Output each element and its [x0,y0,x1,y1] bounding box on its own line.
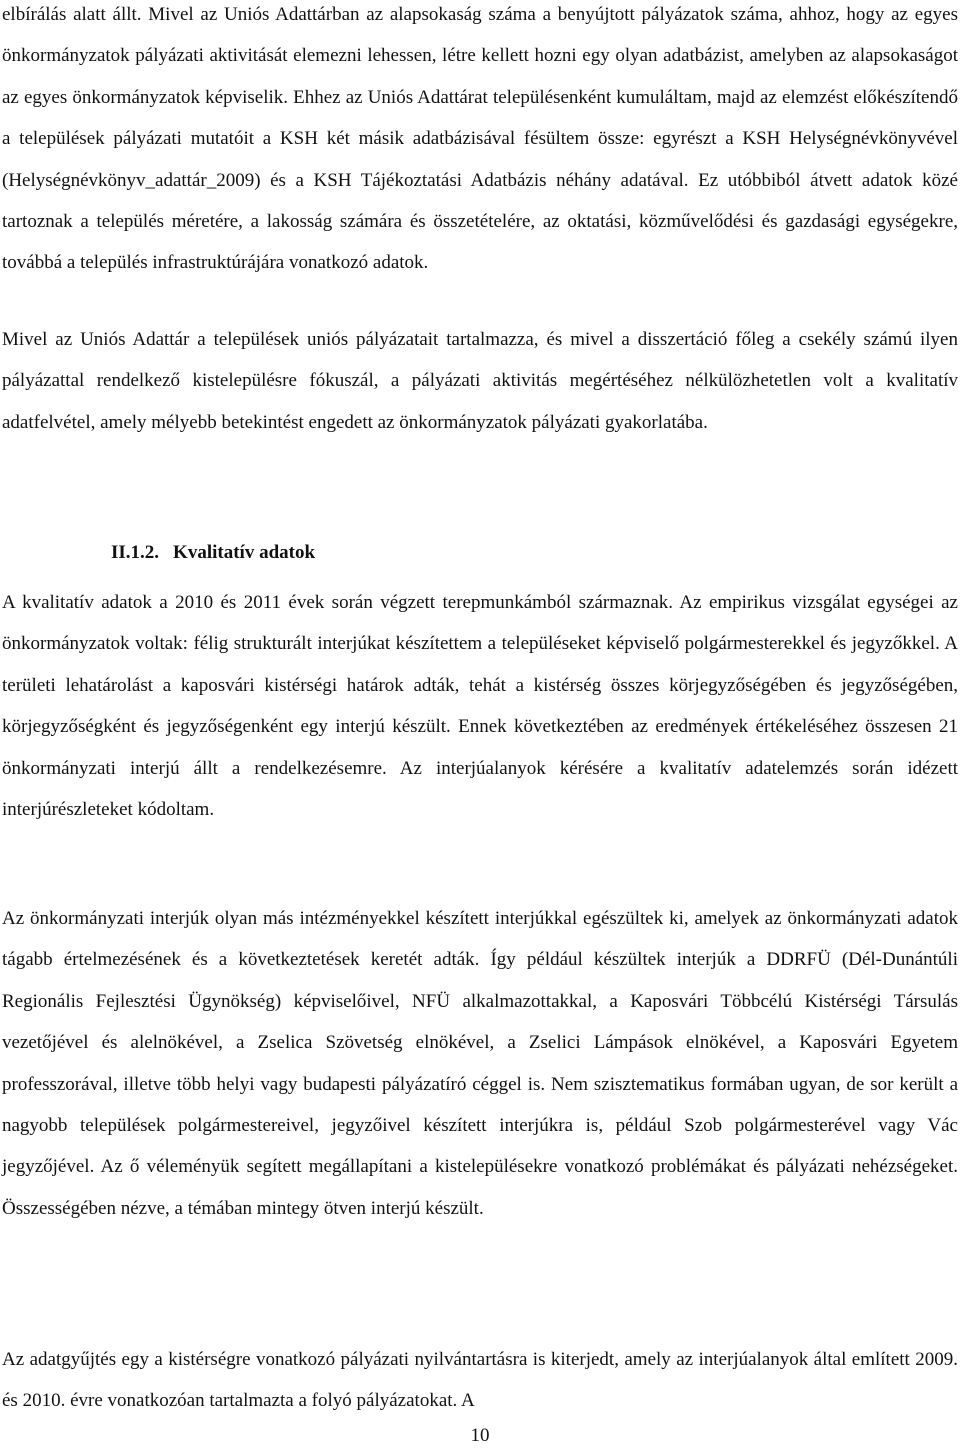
paragraph-qualitative-data: A kvalitatív adatok a 2010 és 2011 évek során végzett terepmunkámból származnak. Az empirikus vizsgálat egységei az önkormányzatok voltak: félig strukturált interjúkat készítettem a településeket képviselő polgármesterekkel és jegyzőkkel. A területi lehatárolást a kaposvári kistérségi határok adták, tehát a kistérség összes körjegyzőségében és jegyzőségében, körjegyzőségként és jegyzőségenként egy interjú készült. Ennek következtében az eredmények értékeléséhez összesen 21 önkormányzati interjú állt a rendelkezésemre. Az interjúalanyok kérésére a kvalitatív adatelemzés során idézett interjúrészleteket kódoltam. [2,592,958,821]
section-heading [111,532,315,573]
page-number: 10 [470,1425,490,1446]
paragraph-other-interviews: Az önkormányzati interjúk olyan más intézményekkel készített interjúkkal egészültek ki, amelyek az önkormányzati adatok tágabb értelmezésének és a következtetések keretét adták. Így például készültek interjúk a DDRFÜ (Dél-Dunántúli Regionális Fejlesztési Ügynökség) képviselőivel, NFÜ alkalmazottakkal, a Kaposvári Többcélú Kistérségi Társulás vezetőjével és alelnökével, a Zselica Szövetség elnökével, a Zselici Lámpások elnökével, a Kaposvári Egyetem professzorával, illetve több helyi vagy budapesti pályázatíró céggel is. Nem szisztematikus formában ugyan, de sor került a nagyobb települések polgármestereivel, jegyzőivel készített interjúkra is, például Szob polgármesterével vagy Vác jegyzőjével. Az ő véleményük segített megállapítani a kistelepülésekre vonatkozó problémákat és pályázati nehézségeket. Összességében nézve, a témában mintegy ötven interjú készült. [2,908,958,1219]
paragraph-qualitative-need: Mivel az Uniós Adattár a települések uniós pályázatait tartalmazza, és mivel a disszertáció főleg a csekély számú ilyen pályázattal rendelkező kistelepülésre fókuszál, a pályázati aktivitás megértéséhez nélkülözhetetlen volt a kvalitatív adatfelvétel, amely mélyebb betekintést engedett az önkormányzatok pályázati gyakorlatába. [2,329,958,433]
paragraph-data-collection: Az adatgyűjtés egy a kistérségre vonatkozó pályázati nyilvántartásra is kiterjedt, amely az interjúalanyok által említett 2009. és 2010. évre vonatkozóan tartalmazta a folyó pályázatokat. A [2,1349,958,1412]
paragraph-quantitative-database: elbírálás alatt állt. Mivel az Uniós Adattárban az alapsokaság száma a benyújtott pályázatok száma, ahhoz, hogy az egyes önkormányzatok pályázati aktivitását elemezni lehessen, létre kellett hozni egy olyan adatbázist, amelyben az alapsokaságot az egyes önkormányzatok képviselik. Ehhez az Uniós Adattárat településenként kumuláltam, majd az elemzést előkészítendő a települések pályázati mutatóit a KSH két másik adatbázisával fésültem össze: egyrészt a KSH Helységnévkönyvével (Helységnévkönyv_adattár_2009) és a KSH Tájékoztatási Adatbázis néhány adatával. Ez utóbbiból átvett adatok közé tartoznak a település méretére, a lakosság számára és összetételére, az oktatási, közművelődési és gazdasági egységekre, továbbá a település infrastruktúrájára vonatkozó adatok. [2,4,958,274]
section-title: Kvalitatív adatok [173,542,316,563]
section-number: II.1.2. [111,542,160,563]
